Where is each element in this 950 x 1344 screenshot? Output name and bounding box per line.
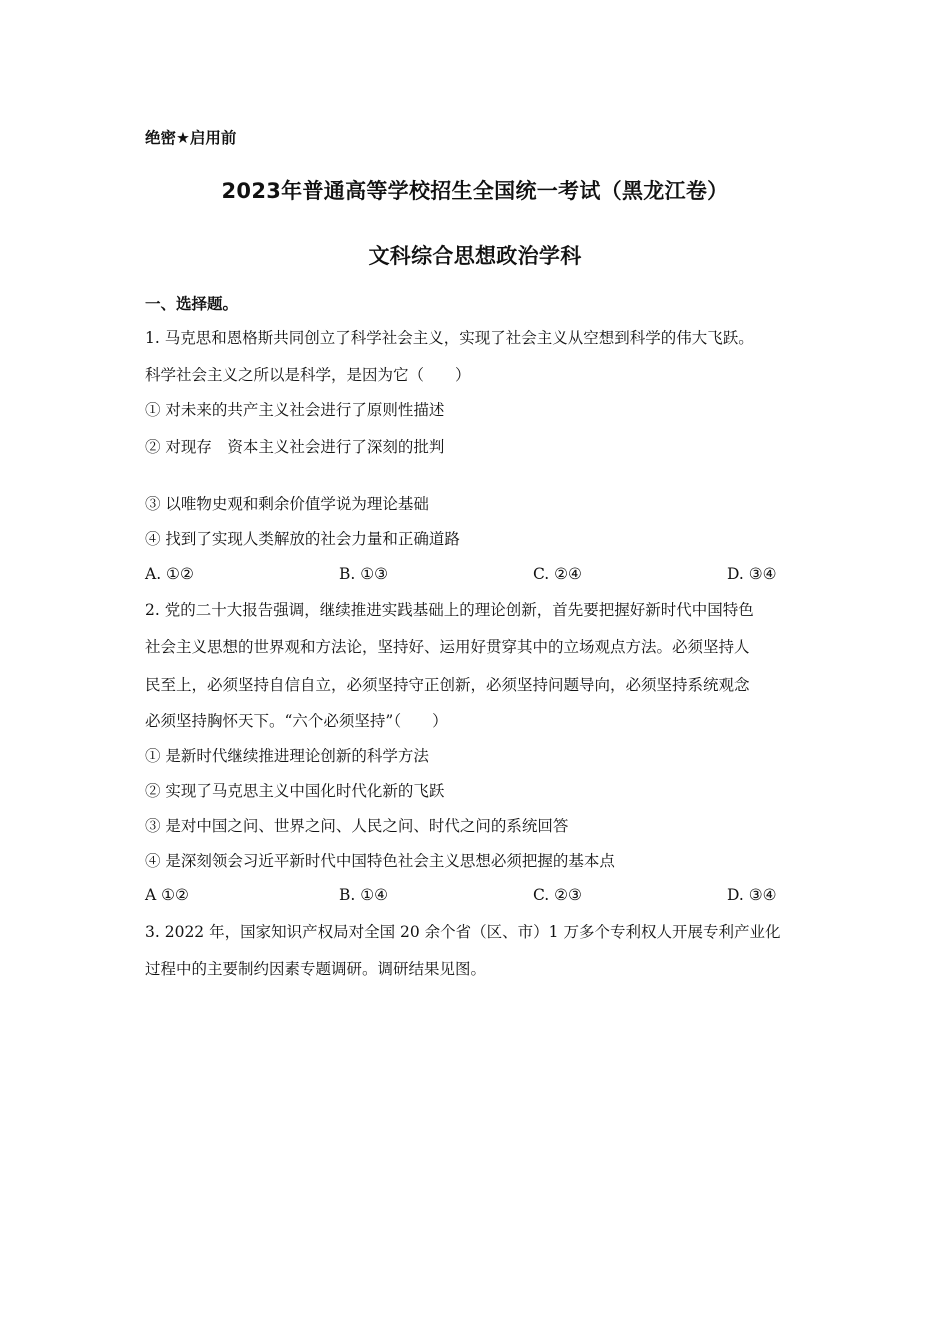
q2-option-a[interactable]: A ①② [145, 886, 189, 904]
q1-stem-line-2: 科学社会主义之所以是科学，是因为它（ ） [145, 366, 471, 384]
q1-option-c[interactable]: C. ②④ [533, 565, 582, 583]
confidential-label: 绝密★启用前 [145, 129, 237, 147]
q1-stem-line-1: 1. 马克思和恩格斯共同创立了科学社会主义，实现了社会主义从空想到科学的伟大飞跃。 [145, 329, 754, 347]
subject-title: 文科综合思想政治学科 [368, 244, 582, 268]
q2-stem-line-3: 民至上，必须坚持自信自立，必须坚持守正创新，必须坚持问题导向，必须坚持系统观念 [145, 676, 750, 694]
q2-item-4: ④ 是深刻领会习近平新时代中国特色社会主义思想必须把握的基本点 [145, 852, 615, 870]
q1-option-d[interactable]: D. ③④ [727, 565, 777, 583]
q3-stem-line-2: 过程中的主要制约因素专题调研。调研结果见图。 [145, 960, 487, 978]
q2-item-1: ① 是新时代继续推进理论创新的科学方法 [145, 747, 429, 765]
q3-stem-line-1: 3. 2022 年，国家知识产权局对全国 20 余个省（区、市）1 万多个专利权人开展专利产业化 [145, 923, 781, 941]
q2-item-2: ② 实现了马克思主义中国化时代化新的飞跃 [145, 782, 445, 800]
q2-stem-line-1: 2. 党的二十大报告强调，继续推进实践基础上的理论创新，首先要把握好新时代中国特色 [145, 601, 754, 619]
q1-option-b[interactable]: B. ①③ [339, 565, 389, 583]
q2-option-b[interactable]: B. ①④ [339, 886, 389, 904]
q2-stem-line-2: 社会主义思想的世界观和方法论，坚持好、运用好贯穿其中的立场观点方法。必须坚持人 [145, 638, 750, 656]
q2-item-3: ③ 是对中国之问、世界之问、人民之问、时代之问的系统回答 [145, 817, 569, 835]
q1-item-3: ③ 以唯物史观和剩余价值学说为理论基础 [145, 495, 429, 513]
q2-option-d[interactable]: D. ③④ [727, 886, 777, 904]
q1-item-1: ① 对未来的共产主义社会进行了原则性描述 [145, 401, 445, 419]
q1-option-a[interactable]: A. ①② [145, 565, 194, 583]
q2-option-c[interactable]: C. ②③ [533, 886, 582, 904]
exam-title: 2023年普通高等学校招生全国统一考试（黑龙江卷） [221, 179, 729, 203]
q1-item-4: ④ 找到了实现人类解放的社会力量和正确道路 [145, 530, 460, 548]
q2-stem-line-4: 必须坚持胸怀天下。“六个必须坚持”（ ） [145, 712, 448, 730]
section-heading: 一、选择题。 [145, 295, 239, 313]
q1-item-2: ② 对现存 资本主义社会进行了深刻的批判 [145, 438, 445, 456]
